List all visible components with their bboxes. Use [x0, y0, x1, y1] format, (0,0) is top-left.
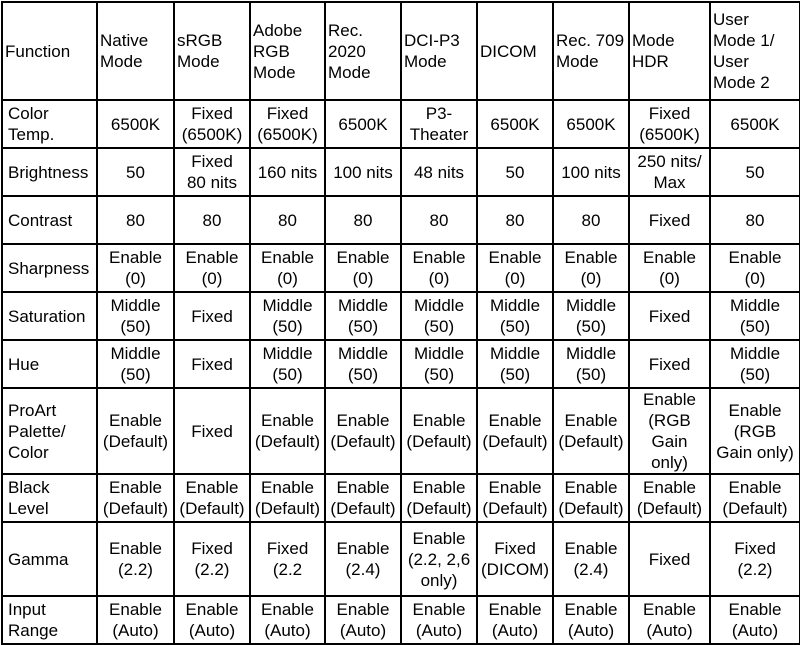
cell-value: Fixed — [648, 354, 691, 374]
column-header-mode — [325, 2, 401, 100]
cell-value: Enable (Default) — [330, 411, 396, 451]
table-cell — [710, 244, 800, 292]
table-cell — [401, 522, 477, 596]
cell-value: 50 — [126, 162, 145, 182]
table-cell — [97, 388, 174, 474]
table-cell — [710, 388, 800, 474]
cell-value: Enable (Auto) — [109, 600, 162, 640]
cell-value: Enable (Default) — [179, 478, 245, 518]
table-cell — [553, 292, 629, 340]
cell-value: Fixed (2.2) — [191, 539, 233, 579]
table-cell — [629, 196, 710, 244]
cell-value: Enable (Default) — [102, 411, 169, 451]
table-cell — [250, 474, 325, 522]
cell-value: 80 — [126, 210, 145, 230]
table-cell — [174, 196, 250, 244]
cell-value: Fixed — [648, 210, 691, 230]
table-cell — [629, 100, 710, 148]
cell-value: Enable (0) — [564, 248, 618, 288]
table-cell — [401, 340, 477, 388]
cell-value: Enable (Auto) — [261, 600, 314, 640]
cell-value: Enable (Default) — [406, 411, 472, 451]
function-label: Gamma — [8, 549, 69, 569]
table-cell — [553, 474, 629, 522]
table-cell — [629, 474, 710, 522]
function-label: ProArt Palette/ Color — [8, 400, 66, 462]
table-cell — [401, 148, 477, 196]
function-label: Input Range — [8, 600, 59, 640]
function-label: Brightness — [8, 162, 89, 182]
row-header-function — [2, 522, 97, 596]
table-cell — [477, 100, 553, 148]
cell-value: 80 — [745, 210, 765, 230]
cell-value: Enable (2.2) — [109, 539, 162, 579]
table-cell — [97, 340, 174, 388]
table-cell — [174, 522, 250, 596]
cell-value: 80 — [505, 210, 525, 230]
cell-value: Enable (Default) — [558, 411, 624, 451]
cell-value: Middle (50) — [565, 344, 617, 384]
cell-value: Middle (50) — [262, 296, 313, 336]
table-cell — [401, 196, 477, 244]
table-cell — [553, 522, 629, 596]
cell-value: Fixed (DICOM) — [481, 539, 549, 579]
table-cell — [710, 474, 800, 522]
cell-value: Enable (2.4) — [564, 539, 618, 579]
column-header-mode — [250, 2, 325, 100]
table-cell — [477, 148, 553, 196]
cell-value: 50 — [505, 162, 525, 182]
table-cell — [325, 292, 401, 340]
cell-value: 80 — [429, 210, 449, 230]
cell-value: Fixed (6500K) — [639, 104, 700, 144]
cell-value: Enable (Default) — [254, 411, 321, 451]
column-header-label: Native Mode — [100, 31, 149, 71]
table-cell — [629, 388, 710, 474]
cell-value: Middle (50) — [489, 296, 541, 336]
cell-value: Fixed — [648, 306, 691, 326]
column-header-label: DCI-P3 Mode — [404, 31, 460, 71]
table-cell — [174, 388, 250, 474]
table-cell — [553, 340, 629, 388]
cell-value: Fixed 80 nits — [186, 152, 238, 192]
table-cell — [250, 340, 325, 388]
table-row — [2, 292, 800, 340]
table-cell — [401, 292, 477, 340]
table-cell — [477, 196, 553, 244]
cell-value: Enable (RGB Gain only) — [643, 390, 696, 472]
table-cell — [629, 148, 710, 196]
cell-value: Enable (0) — [412, 248, 466, 288]
cell-value: Enable (Auto) — [412, 600, 466, 640]
cell-value: 6500K — [110, 114, 161, 134]
cell-value: 6500K — [566, 114, 616, 134]
table-cell — [401, 244, 477, 292]
table-cell — [477, 244, 553, 292]
table-cell — [710, 292, 800, 340]
cell-value: Enable (0) — [109, 248, 162, 288]
row-header-function — [2, 388, 97, 474]
cell-value: Middle (50) — [262, 344, 313, 384]
cell-value: Enable (Default) — [722, 478, 788, 518]
table-cell — [325, 388, 401, 474]
column-header-mode — [97, 2, 174, 100]
cell-value: 160 nits — [257, 162, 318, 182]
cell-value: Middle (50) — [110, 344, 161, 384]
table-cell — [477, 474, 553, 522]
table-cell — [325, 340, 401, 388]
table-row — [2, 244, 800, 292]
cell-value: Middle (50) — [729, 296, 781, 336]
table-cell — [553, 244, 629, 292]
cell-value: Fixed — [191, 354, 233, 374]
column-header-label: Mode HDR — [632, 31, 675, 71]
cell-value: Middle (50) — [565, 296, 617, 336]
table-cell — [97, 522, 174, 596]
row-header-function — [2, 100, 97, 148]
table-cell — [710, 196, 800, 244]
cell-value: Enable (Default) — [330, 478, 396, 518]
header-row — [2, 2, 800, 100]
table-row — [2, 522, 800, 596]
table-cell — [174, 292, 250, 340]
column-header-label: DICOM — [480, 41, 537, 61]
function-label: Black Level — [8, 478, 50, 518]
table-body — [2, 100, 800, 644]
table-cell — [97, 292, 174, 340]
table-cell — [401, 474, 477, 522]
cell-value: Enable (RGB Gain only) — [716, 400, 794, 462]
table-cell — [710, 100, 800, 148]
table-cell — [174, 340, 250, 388]
cell-value: Enable (Auto) — [488, 600, 542, 640]
function-label: Saturation — [8, 306, 86, 326]
column-header-label: Function — [5, 41, 71, 61]
cell-value: 100 nits — [333, 162, 393, 182]
table-cell — [97, 100, 174, 148]
table-cell — [250, 388, 325, 474]
cell-value: Enable (Default) — [254, 478, 321, 518]
table-cell — [250, 522, 325, 596]
cell-value: Enable (2.4) — [336, 539, 390, 579]
function-label: Hue — [8, 354, 40, 374]
column-header-mode — [174, 2, 250, 100]
table-row — [2, 148, 800, 196]
row-header-function — [2, 196, 97, 244]
table-cell — [250, 196, 325, 244]
cell-value: 80 — [278, 210, 297, 230]
cell-value: Enable (Auto) — [728, 600, 782, 640]
table-cell — [477, 340, 553, 388]
cell-value: Middle (50) — [489, 344, 541, 384]
cell-value: Fixed (6500K) — [181, 104, 243, 144]
table-cell — [553, 100, 629, 148]
table-cell — [97, 244, 174, 292]
table-cell — [250, 100, 325, 148]
function-label: Color Temp. — [8, 104, 55, 144]
table-cell — [250, 292, 325, 340]
table-cell — [710, 522, 800, 596]
cell-value: Enable (2.2, 2,6 only) — [407, 528, 471, 590]
cell-value: Middle (50) — [337, 344, 389, 384]
table-cell — [477, 388, 553, 474]
cell-value: Enable (Default) — [482, 411, 548, 451]
row-header-function — [2, 340, 97, 388]
table-cell — [97, 148, 174, 196]
table-cell — [97, 474, 174, 522]
cell-value: Enable (Default) — [406, 478, 472, 518]
table-cell — [325, 196, 401, 244]
table-cell — [174, 244, 250, 292]
table-cell — [401, 100, 477, 148]
table-row — [2, 100, 800, 148]
column-header-mode — [401, 2, 477, 100]
table-cell — [325, 474, 401, 522]
cell-value: Fixed — [648, 549, 691, 569]
table-cell — [401, 388, 477, 474]
cell-value: P3- Theater — [409, 104, 469, 144]
column-header-label: Rec. 709 Mode — [556, 31, 625, 71]
cell-value: Enable (Default) — [482, 478, 548, 518]
cell-value: Enable (0) — [336, 248, 390, 288]
row-header-function — [2, 148, 97, 196]
cell-value: Enable (0) — [728, 248, 782, 288]
table-cell — [629, 522, 710, 596]
table-cell — [325, 522, 401, 596]
table-cell — [174, 148, 250, 196]
cell-value: Enable (Auto) — [643, 600, 696, 640]
table-cell — [710, 340, 800, 388]
cell-value: 80 — [202, 210, 222, 230]
cell-value: Middle (50) — [110, 296, 161, 336]
row-header-function — [2, 244, 97, 292]
table-cell — [174, 100, 250, 148]
cell-value: Middle (50) — [337, 296, 389, 336]
cell-value: Enable (0) — [643, 248, 696, 288]
cell-value: Fixed (2.2) — [734, 539, 776, 579]
cell-value: Enable (Auto) — [336, 600, 390, 640]
table-cell — [250, 148, 325, 196]
cell-value: 80 — [581, 210, 601, 230]
color-mode-function-table — [1, 1, 800, 645]
cell-value: Enable (Auto) — [185, 600, 239, 640]
table-cell — [710, 148, 800, 196]
cell-value: 6500K — [338, 114, 388, 134]
cell-value: Enable (Default) — [636, 478, 703, 518]
table-cell — [325, 244, 401, 292]
table-cell — [250, 244, 325, 292]
table-row — [2, 340, 800, 388]
column-header-label: Adobe RGB Mode — [253, 20, 303, 82]
function-label: Contrast — [8, 210, 73, 230]
cell-value: Fixed — [191, 421, 233, 441]
cell-value: 50 — [745, 162, 765, 182]
table-cell — [553, 196, 629, 244]
cell-value: Enable (Default) — [558, 478, 624, 518]
cell-value: Fixed (6500K) — [257, 104, 318, 144]
table-row — [2, 388, 800, 474]
table-row — [2, 474, 800, 522]
table-cell — [553, 148, 629, 196]
cell-value: 80 — [353, 210, 373, 230]
table-cell — [477, 522, 553, 596]
table-cell — [629, 340, 710, 388]
cell-value: Middle (50) — [413, 296, 465, 336]
column-header-mode — [553, 2, 629, 100]
column-header-mode — [477, 2, 553, 100]
table-cell — [477, 292, 553, 340]
cell-value: Enable (Default) — [102, 478, 169, 518]
column-header-mode — [629, 2, 710, 100]
cell-value: 250 nits/ Max — [637, 152, 702, 192]
cell-value: Middle (50) — [413, 344, 465, 384]
table-cell — [629, 244, 710, 292]
column-header-function — [2, 2, 97, 100]
cell-value: Fixed — [191, 306, 233, 326]
cell-value: Middle (50) — [729, 344, 781, 384]
table-cell — [553, 388, 629, 474]
table-row — [2, 196, 800, 244]
column-header-label: User Mode 1/ User Mode 2 — [713, 10, 775, 92]
cell-value: Enable (0) — [261, 248, 314, 288]
cell-value: 100 nits — [561, 162, 621, 182]
column-header-label: Rec. 2020 Mode — [328, 20, 371, 82]
cell-value: Enable (0) — [488, 248, 542, 288]
row-header-function — [2, 292, 97, 340]
column-header-mode — [710, 2, 800, 100]
function-label: Sharpness — [8, 258, 90, 278]
table-cell — [325, 148, 401, 196]
cell-value: Enable (0) — [185, 248, 239, 288]
cell-value: 48 nits — [413, 162, 465, 182]
cell-value: 6500K — [490, 114, 540, 134]
cell-value: Enable (Auto) — [564, 600, 618, 640]
table-cell — [325, 100, 401, 148]
column-header-label: sRGB Mode — [177, 31, 223, 71]
table-cell — [174, 474, 250, 522]
cell-value: Fixed (2.2 — [266, 539, 309, 579]
table-cell — [629, 292, 710, 340]
table-header — [2, 2, 800, 100]
cell-value: 6500K — [730, 114, 780, 134]
table-cell — [97, 196, 174, 244]
row-header-function — [2, 474, 97, 522]
